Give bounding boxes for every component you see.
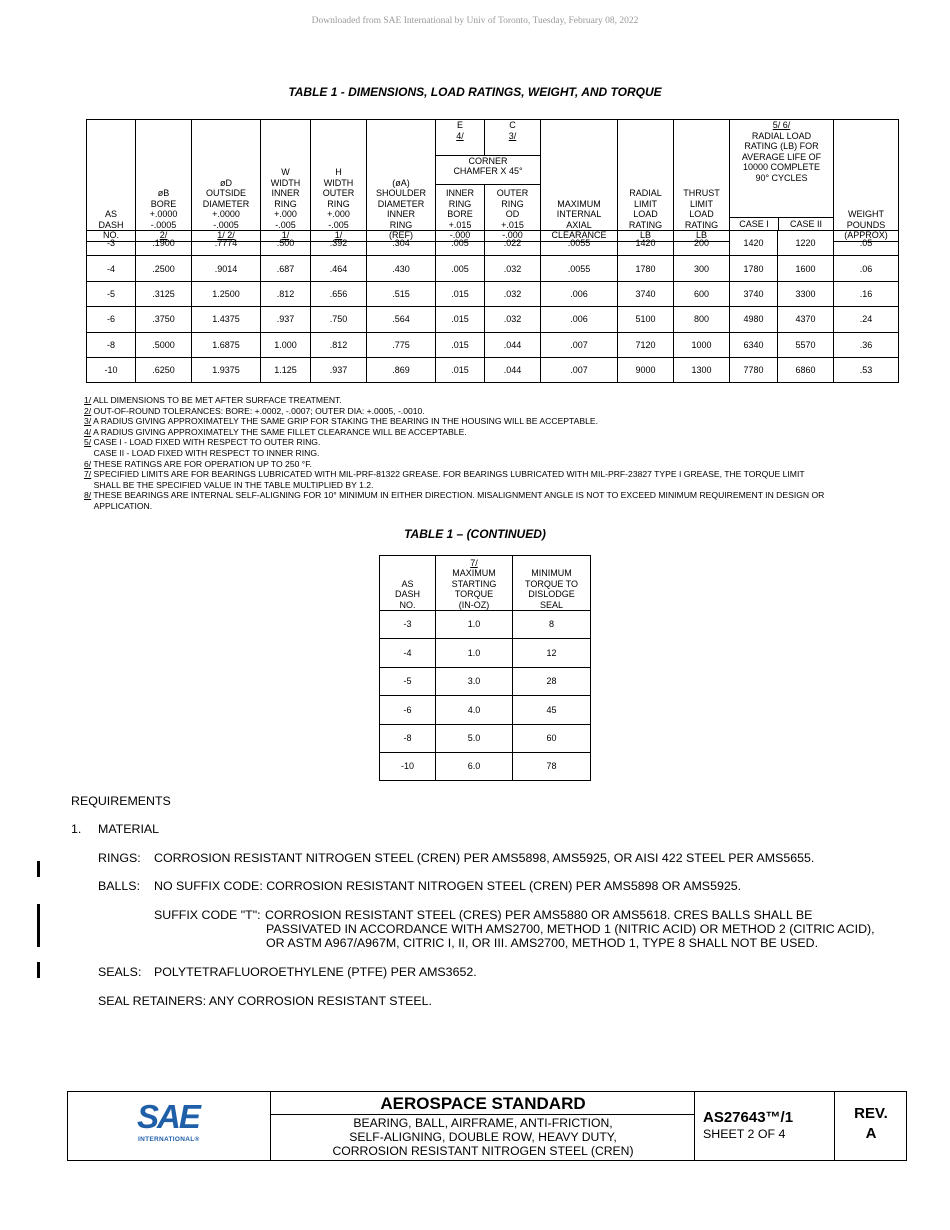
table-cell: .937	[311, 357, 367, 382]
table-cell: 12	[513, 639, 591, 667]
table-cell: 1.0	[436, 611, 513, 639]
table-cell: .06	[834, 256, 899, 281]
note-text: A RADIUS GIVING APPROXIMATELY THE SAME GRIP FOR STAKING THE BEARING IN THE HOUSING WILL BE ACCEPTABLE.	[91, 416, 599, 427]
table-cell: -6	[87, 307, 136, 332]
table-cell: 1.125	[261, 357, 311, 382]
table-cell: 6860	[778, 357, 834, 382]
table-cell: -10	[87, 357, 136, 382]
table-cell: 7120	[618, 332, 674, 357]
table-cell: .464	[311, 256, 367, 281]
standard-title: AEROSPACE STANDARD	[271, 1093, 695, 1115]
table-cell: .05	[834, 231, 899, 256]
document-number-cell	[694, 1092, 835, 1160]
standard-description: BEARING, BALL, AIRFRAME, ANTI-FRICTION, SELF-ALIGNING, DOUBLE ROW, HEAVY DUTY, CORROSION RESISTANT NITROGEN STEEL (CREN)	[332, 1116, 634, 1158]
table-cell: .015	[436, 281, 485, 306]
balls-text: NO SUFFIX CODE: CORROSION RESISTANT NITROGEN STEEL (CREN) PER AMS5898 OR AMS5925.	[154, 879, 742, 893]
table-cell: -8	[87, 332, 136, 357]
change-bar	[37, 904, 40, 947]
note-number: 4/	[84, 426, 92, 437]
table-cell: 1220	[778, 231, 834, 256]
header-width-outer: H WIDTH OUTER RING +.000 -.005 1/	[311, 120, 367, 242]
table-cell: 1000	[674, 332, 730, 357]
table-cell: .032	[485, 307, 541, 332]
table-cell: 3740	[730, 281, 778, 306]
table-cell: 1300	[674, 357, 730, 382]
note-number: 5/	[84, 437, 92, 448]
case-header-row	[730, 217, 834, 230]
seals-text: POLYTETRAFLUOROETHYLENE (PTFE) PER AMS3652.	[154, 965, 477, 979]
table-cell: 5100	[618, 307, 674, 332]
note-text: THESE BEARINGS ARE INTERNAL SELF-ALIGNING FOR 10° MINIMUM IN EITHER DIRECTION. MISALIGNMENT ANGLE IS NOT TO EXCEED MINIMUM REQUIREMENT IN DESIGN OR	[91, 490, 825, 501]
table-cell: .005	[436, 256, 485, 281]
note-text: CASE I - LOAD FIXED WITH RESPECT TO OUTER RING.	[91, 437, 321, 448]
note-line	[84, 501, 914, 512]
table-cell: 7780	[730, 357, 778, 382]
note-line	[84, 437, 914, 448]
table-cell: 4.0	[436, 696, 513, 724]
table-cell: 9000	[618, 357, 674, 382]
rings-text: CORROSION RESISTANT NITROGEN STEEL (CREN) PER AMS5898, AMS5925, OR AISI 422 STEEL PER AMS5655.	[154, 851, 815, 865]
table-cell: .16	[834, 281, 899, 306]
table-cell: .656	[311, 281, 367, 306]
header-inner-ring-bore: INNER RING BORE +.015 -.000	[436, 184, 485, 241]
header-c-ref: C 3/	[485, 120, 541, 156]
od-note-ref: 1/ 2/	[217, 230, 235, 240]
table-cell: 600	[674, 281, 730, 306]
table-cell: .044	[485, 357, 541, 382]
suffix-line-1: CORROSION RESISTANT STEEL (CRES) PER AMS5880 OR AMS5618. CRES BALLS SHALL BE	[265, 908, 813, 922]
note-line	[84, 469, 914, 480]
table-cell: .044	[485, 332, 541, 357]
note-text: SPECIFIED LIMITS ARE FOR BEARINGS LUBRICATED WITH MIL-PRF-81322 GREASE. FOR BEARINGS LUBRICATED WITH MIL-PRF-23827 TYPE I GREASE, THE TORQUE LIMIT	[91, 469, 805, 480]
table-cell: .007	[541, 357, 618, 382]
note-number: 7/	[84, 469, 92, 480]
title-block	[67, 1091, 907, 1161]
table-cell: 8	[513, 611, 591, 639]
table-cell: 5570	[778, 332, 834, 357]
table-cell: .2500	[136, 256, 192, 281]
header-width-inner: W WIDTH INNER RING +.000 -.005 1/	[261, 120, 311, 242]
sheet-number: SHEET 2 OF 4	[703, 1127, 786, 1141]
sae-logo-sub: INTERNATIONAL®	[138, 1136, 200, 1143]
table-row	[380, 724, 591, 752]
table-cell: .812	[261, 281, 311, 306]
note-line	[84, 427, 914, 438]
table-row	[87, 231, 899, 256]
table1-continued-caption: TABLE 1 – (CONTINUED)	[404, 527, 546, 541]
case-i-header: CASE I	[739, 219, 769, 229]
table-row	[87, 307, 899, 332]
table-cell: 1.2500	[192, 281, 261, 306]
table-cell: .304	[367, 231, 436, 256]
revision-value: A	[865, 1125, 877, 1142]
table-cell: 6.0	[436, 752, 513, 780]
header-outside-diameter: øD OUTSIDE DIAMETER +.0000 -.0005 1/ 2/	[192, 120, 261, 242]
note-line	[84, 459, 914, 470]
header-bore: øB BORE +.0000 -.0005 2/	[136, 120, 192, 242]
table-cell: -6	[380, 696, 436, 724]
table-cell: 6340	[730, 332, 778, 357]
table-cell: 1780	[730, 256, 778, 281]
table-cell: 1.000	[261, 332, 311, 357]
table-cell: 3300	[778, 281, 834, 306]
table-cell: .775	[367, 332, 436, 357]
note-line	[84, 448, 914, 459]
note-text: APPLICATION.	[84, 500, 153, 511]
bore-note-ref: 2/	[159, 230, 168, 240]
table-cell: 1420	[618, 231, 674, 256]
table-cell: 78	[513, 752, 591, 780]
table-cell: .430	[367, 256, 436, 281]
header-min-torque: MINIMUM TORQUE TO DISLODGE SEAL	[513, 556, 591, 611]
table-cell: .032	[485, 281, 541, 306]
header-thrust-limit: THRUST LIMIT LOAD RATING LB	[674, 120, 730, 242]
balls-label: BALLS:	[98, 879, 141, 893]
table-row	[380, 696, 591, 724]
note-text: A RADIUS GIVING APPROXIMATELY THE SAME FILLET CLEARANCE WILL BE ACCEPTABLE.	[91, 426, 467, 437]
table-cell: .5000	[136, 332, 192, 357]
table-cell: .6250	[136, 357, 192, 382]
table-cell: .006	[541, 307, 618, 332]
header-weight: WEIGHT POUNDS (APPROX)	[834, 120, 899, 242]
table-cell: .0055	[541, 231, 618, 256]
rings-label: RINGS:	[98, 851, 141, 865]
table-cell: -4	[380, 639, 436, 667]
table-row	[87, 332, 899, 357]
table-cell: .007	[541, 332, 618, 357]
table-cell: .015	[436, 357, 485, 382]
table-cell: .24	[834, 307, 899, 332]
table-cell: .36	[834, 332, 899, 357]
table-cell: 5.0	[436, 724, 513, 752]
seals-label: SEALS:	[98, 965, 142, 979]
table-cell: -4	[87, 256, 136, 281]
header-max-clearance: MAXIMUM INTERNAL AXIAL CLEARANCE	[541, 120, 618, 242]
header-radial-limit: RADIAL LIMIT LOAD RATING LB	[618, 120, 674, 242]
table-cell: -3	[87, 231, 136, 256]
note-text: CASE II - LOAD FIXED WITH RESPECT TO INNER RING.	[84, 447, 320, 458]
table-notes	[84, 395, 914, 512]
table-cell: .006	[541, 281, 618, 306]
table-cell: 1.0	[436, 639, 513, 667]
note-number: 3/	[84, 416, 92, 427]
h-note-ref: 1/	[334, 230, 343, 240]
note-line	[84, 395, 914, 406]
table-cell: .564	[367, 307, 436, 332]
header-as-dash: AS DASH NO.	[87, 120, 136, 242]
table-cell: 1.4375	[192, 307, 261, 332]
note-number: 6/	[84, 458, 92, 469]
revision-cell	[834, 1092, 907, 1160]
table-cell: .750	[311, 307, 367, 332]
table-cell: 3.0	[436, 667, 513, 695]
table1-caption: TABLE 1 - DIMENSIONS, LOAD RATINGS, WEIGHT, AND TORQUE	[288, 85, 662, 99]
table-cell: -8	[380, 724, 436, 752]
download-watermark: Downloaded from SAE International by Univ of Toronto, Tuesday, February 08, 2022	[311, 16, 639, 26]
table-cell: 3740	[618, 281, 674, 306]
table-cell: .3750	[136, 307, 192, 332]
table-cell: .9014	[192, 256, 261, 281]
table-cell: .687	[261, 256, 311, 281]
torque-table	[379, 555, 591, 781]
section-number: 1.	[71, 822, 82, 836]
sae-logo	[68, 1092, 270, 1160]
header-outer-ring-od: OUTER RING OD +.015 -.000	[485, 184, 541, 241]
table-cell: .937	[261, 307, 311, 332]
table-cell: 60	[513, 724, 591, 752]
table-row	[87, 357, 899, 382]
note-line	[84, 406, 914, 417]
table-cell: 4980	[730, 307, 778, 332]
table-cell: .3125	[136, 281, 192, 306]
header-e-ref: E 4/	[436, 120, 485, 156]
revision-label: REV.	[854, 1105, 888, 1122]
table-cell: 200	[674, 231, 730, 256]
note-number: 2/	[84, 405, 92, 416]
seal-retainers-text: SEAL RETAINERS: ANY CORROSION RESISTANT STEEL.	[98, 994, 432, 1008]
table-cell: .53	[834, 357, 899, 382]
table-row	[87, 281, 899, 306]
table-row	[87, 256, 899, 281]
table-cell: .7774	[192, 231, 261, 256]
table-cell: .0055	[541, 256, 618, 281]
table-cell: 300	[674, 256, 730, 281]
dimensions-table-body	[86, 230, 898, 383]
table-row	[380, 611, 591, 639]
requirements-heading: REQUIREMENTS	[71, 794, 171, 808]
header-max-torque: 7/ MAXIMUM STARTING TORQUE (IN-OZ)	[436, 556, 513, 611]
change-bar	[37, 962, 40, 978]
table-cell: .005	[436, 231, 485, 256]
table-cell: 45	[513, 696, 591, 724]
note-number: 8/	[84, 490, 92, 501]
w-note-ref: 1/	[281, 230, 290, 240]
note-text: SHALL BE THE SPECIFIED VALUE IN THE TABLE MULTIPLIED BY 1.2.	[84, 479, 374, 490]
table-cell: -5	[87, 281, 136, 306]
table-cell: .032	[485, 256, 541, 281]
header-radial-load-rating: 5/ 6/ RADIAL LOAD RATING (LB) FOR AVERAGE LIFE OF 10000 COMPLETE 90° CYCLES	[730, 120, 834, 185]
table-cell: 4370	[778, 307, 834, 332]
table-cell: 1.9375	[192, 357, 261, 382]
table-cell: .515	[367, 281, 436, 306]
table-cell: .500	[261, 231, 311, 256]
table-cell: .869	[367, 357, 436, 382]
table-row	[380, 639, 591, 667]
table-cell: .022	[485, 231, 541, 256]
table-cell: 800	[674, 307, 730, 332]
header-shoulder-diameter: (øA) SHOULDER DIAMETER INNER RING (REF)	[367, 120, 436, 242]
table-cell: .1900	[136, 231, 192, 256]
suffix-label: SUFFIX CODE "T":	[154, 908, 261, 922]
note-text: ALL DIMENSIONS TO BE MET AFTER SURFACE TREATMENT.	[91, 395, 342, 405]
table-cell: 1420	[730, 231, 778, 256]
table-cell: -3	[380, 611, 436, 639]
table-cell: 1780	[618, 256, 674, 281]
table-cell: -5	[380, 667, 436, 695]
document-number: AS27643™/1	[703, 1109, 794, 1126]
case-ii-header: CASE II	[789, 219, 822, 229]
table-cell: 28	[513, 667, 591, 695]
note-line	[84, 416, 914, 427]
standard-title-cell	[270, 1092, 695, 1160]
note-line	[84, 490, 914, 501]
table-cell: 1.6875	[192, 332, 261, 357]
table-cell: .015	[436, 307, 485, 332]
suffix-line-3: OR ASTM A967/A967M, CITRIC I, II, OR III. AMS2700, METHOD 1, TYPE 8 SHALL NOT BE USED.	[266, 936, 819, 950]
table-cell: .015	[436, 332, 485, 357]
header-as-dash-2: AS DASH NO.	[380, 556, 436, 611]
change-bar	[37, 861, 40, 877]
sae-logo-mark: SAE	[137, 1098, 199, 1135]
note-line	[84, 480, 914, 491]
note-text: OUT-OF-ROUND TOLERANCES: BORE: +.0002, -.0007; OUTER DIA: +.0005, -.0010.	[91, 405, 425, 416]
header-corner-chamfer: CORNER CHAMFER X 45°	[436, 155, 541, 184]
table-cell: .392	[311, 231, 367, 256]
table-row	[380, 752, 591, 780]
suffix-line-2: PASSIVATED IN ACCORDANCE WITH AMS2700, METHOD 1 (NITRIC ACID) OR METHOD 2 (CITRIC ACID),	[266, 922, 875, 936]
table-cell: .812	[311, 332, 367, 357]
table-cell: 1600	[778, 256, 834, 281]
note-number: 1/	[84, 395, 92, 405]
section-title: MATERIAL	[98, 822, 160, 836]
table-row	[380, 667, 591, 695]
note-text: THESE RATINGS ARE FOR OPERATION UP TO 250 °F.	[91, 458, 312, 469]
table-cell: -10	[380, 752, 436, 780]
